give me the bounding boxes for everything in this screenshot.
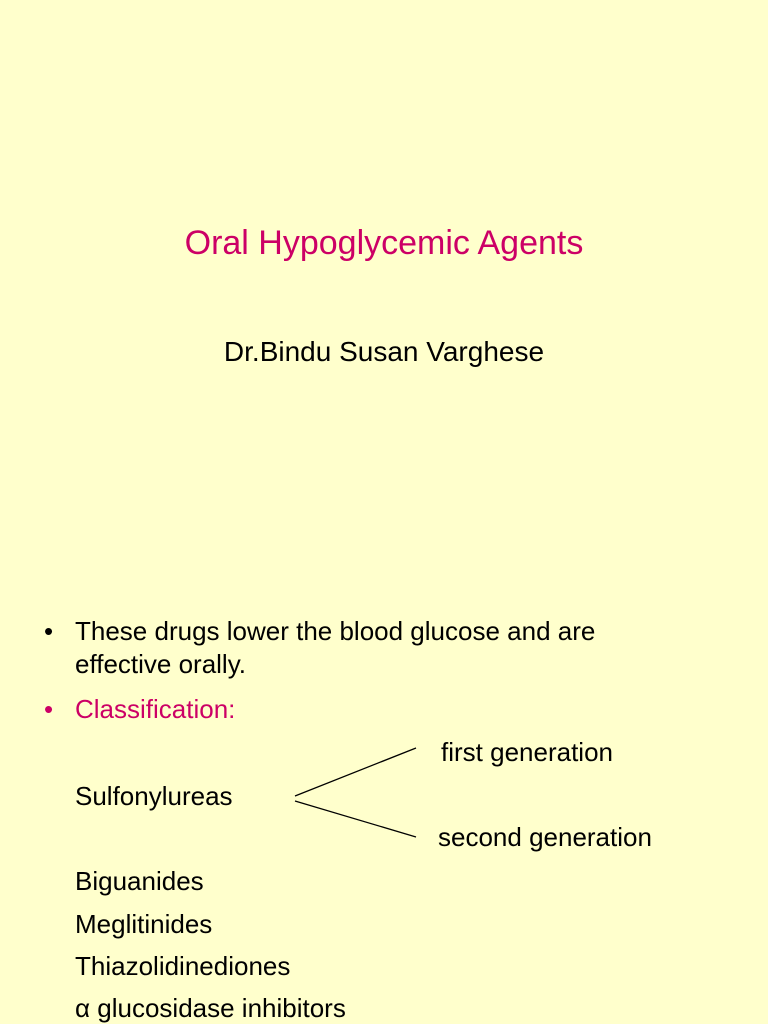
branch-line-upper [295, 748, 416, 796]
slide-author: Dr.Bindu Susan Varghese [223, 336, 545, 367]
classification-heading: Classification: [75, 694, 236, 724]
sulfonylureas-label: Sulfonylureas [75, 781, 233, 811]
class-item-biguanides: Biguanides [75, 866, 204, 896]
slide-title: Oral Hypoglycemic Agents [184, 224, 584, 262]
class-item-alpha-glucosidase-inhibitors: α glucosidase inhibitors [75, 993, 346, 1023]
first-generation-label: first generation [441, 737, 613, 767]
second-generation-label: second generation [438, 822, 652, 852]
branch-line-lower [295, 801, 416, 837]
bullet-text-line-1: These drugs lower the blood glucose and are [75, 616, 596, 646]
bullet-marker: • [44, 694, 54, 724]
bullet-marker: • [44, 616, 54, 646]
class-item-thiazolidinediones: Thiazolidinediones [75, 951, 291, 981]
bullet-text-line-2: effective orally. [75, 649, 247, 679]
class-item-meglitinides: Meglitinides [75, 909, 213, 939]
